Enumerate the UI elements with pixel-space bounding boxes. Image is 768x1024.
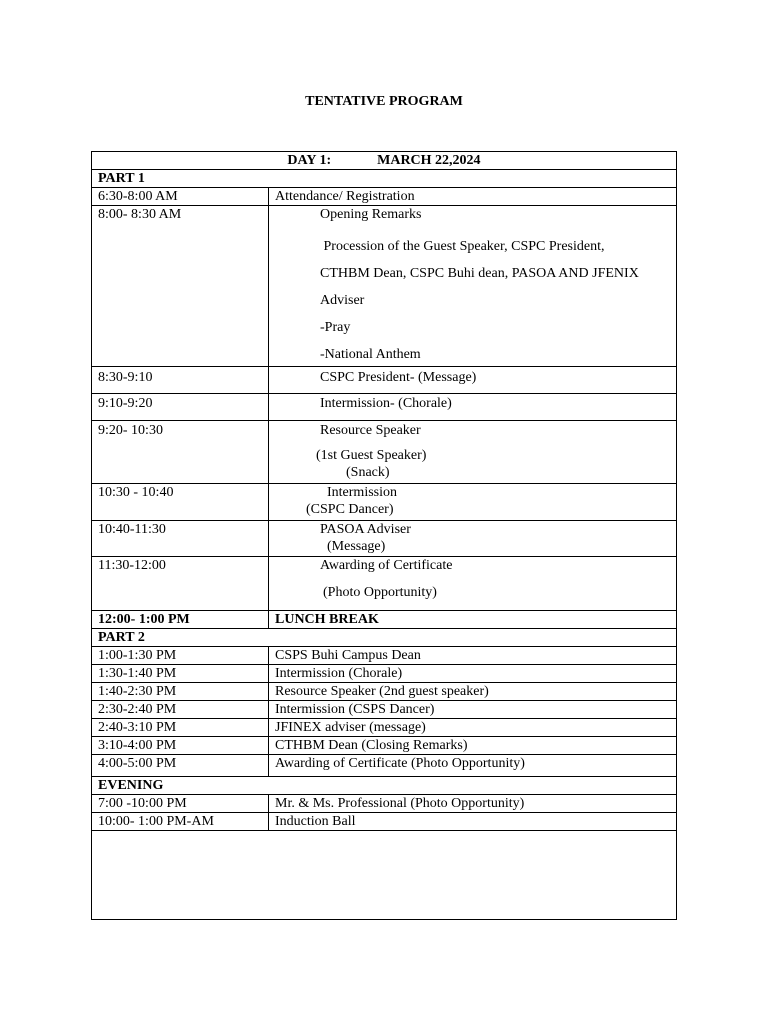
section-label: EVENING bbox=[98, 778, 164, 793]
time-cell: 8:00- 8:30 AM bbox=[92, 206, 269, 366]
activity-cell: Attendance/ Registration bbox=[275, 189, 415, 204]
table-row bbox=[92, 187, 676, 205]
section-row-part1 bbox=[92, 169, 676, 187]
table-row bbox=[92, 556, 676, 610]
time-cell: 10:00- 1:00 PM-AM bbox=[92, 813, 269, 830]
empty-row bbox=[92, 830, 676, 919]
table-row bbox=[92, 754, 676, 776]
activity-cell: Intermission (Chorale) bbox=[275, 666, 403, 681]
section-row-part2 bbox=[92, 628, 676, 646]
table-row bbox=[92, 812, 676, 830]
activity-cell: CSPS Buhi Campus Dean bbox=[275, 648, 421, 663]
activity-cell: Induction Ball bbox=[275, 814, 356, 829]
activity-line: Opening Remarks bbox=[320, 207, 422, 222]
activity-line: (Photo Opportunity) bbox=[323, 585, 437, 600]
activity-cell: Mr. & Ms. Professional (Photo Opportunity) bbox=[275, 796, 525, 811]
activity-line: Awarding of Certificate bbox=[320, 558, 453, 573]
activity-cell bbox=[269, 521, 676, 556]
table-row bbox=[92, 205, 676, 366]
activity-line: PASOA Adviser bbox=[320, 522, 411, 537]
table-row bbox=[92, 736, 676, 754]
activity-cell bbox=[269, 484, 676, 520]
time-cell: 8:30-9:10 bbox=[92, 367, 269, 393]
activity-cell: Intermission- (Chorale) bbox=[320, 396, 452, 411]
day-date: MARCH 22,2024 bbox=[377, 153, 481, 168]
day-header-row bbox=[92, 152, 676, 169]
program-table bbox=[91, 151, 677, 920]
section-label: PART 2 bbox=[98, 630, 145, 645]
time-cell: 3:10-4:00 PM bbox=[92, 737, 269, 754]
table-row bbox=[92, 700, 676, 718]
table-row bbox=[92, 664, 676, 682]
table-row bbox=[92, 483, 676, 520]
activity-line: Procession of the Guest Speaker, CSPC President, bbox=[320, 239, 605, 254]
activity-cell: Intermission (CSPS Dancer) bbox=[275, 702, 435, 717]
time-cell: 1:40-2:30 PM bbox=[92, 683, 269, 700]
time-cell: 11:30-12:00 bbox=[92, 557, 269, 610]
time-cell: 6:30-8:00 AM bbox=[92, 188, 269, 205]
time-cell: 10:30 - 10:40 bbox=[92, 484, 269, 520]
activity-cell bbox=[269, 421, 676, 483]
activity-line: Adviser bbox=[320, 293, 365, 308]
table-row bbox=[92, 393, 676, 420]
time-cell: 9:10-9:20 bbox=[92, 394, 269, 420]
time-cell: 4:00-5:00 PM bbox=[92, 755, 269, 776]
activity-cell: Awarding of Certificate (Photo Opportunity) bbox=[275, 756, 525, 771]
time-cell: 10:40-11:30 bbox=[92, 521, 269, 556]
table-row bbox=[92, 420, 676, 483]
activity-cell bbox=[269, 206, 676, 366]
activity-line: -Pray bbox=[320, 320, 351, 335]
time-cell: 2:30-2:40 PM bbox=[92, 701, 269, 718]
activity-line: (1st Guest Speaker) bbox=[316, 448, 427, 463]
page-title: TENTATIVE PROGRAM bbox=[305, 94, 463, 109]
time-cell: 1:30-1:40 PM bbox=[92, 665, 269, 682]
table-row bbox=[92, 366, 676, 393]
activity-line: Intermission bbox=[327, 485, 397, 500]
time-cell: 9:20- 10:30 bbox=[92, 421, 269, 483]
activity-line: Resource Speaker bbox=[320, 423, 421, 438]
table-row bbox=[92, 718, 676, 736]
table-row bbox=[92, 682, 676, 700]
activity-line: (Message) bbox=[327, 539, 386, 554]
activity-cell: Resource Speaker (2nd guest speaker) bbox=[275, 684, 489, 699]
time-cell: 12:00- 1:00 PM bbox=[92, 611, 269, 628]
activity-line: (Snack) bbox=[346, 465, 390, 480]
activity-cell: CTHBM Dean (Closing Remarks) bbox=[275, 738, 468, 753]
day-label: DAY 1: bbox=[287, 153, 332, 168]
table-row bbox=[92, 520, 676, 556]
activity-cell bbox=[269, 557, 676, 610]
time-cell: 2:40-3:10 PM bbox=[92, 719, 269, 736]
table-row bbox=[92, 794, 676, 812]
section-row-evening bbox=[92, 776, 676, 794]
time-cell: 7:00 -10:00 PM bbox=[92, 795, 269, 812]
activity-cell: LUNCH BREAK bbox=[275, 612, 379, 627]
table-row bbox=[92, 646, 676, 664]
section-label: PART 1 bbox=[98, 171, 145, 186]
activity-cell: CSPC President- (Message) bbox=[320, 370, 477, 385]
activity-line: (CSPC Dancer) bbox=[306, 502, 394, 517]
activity-line: CTHBM Dean, CSPC Buhi dean, PASOA AND JFENIX bbox=[320, 266, 639, 281]
time-cell: 1:00-1:30 PM bbox=[92, 647, 269, 664]
table-row bbox=[92, 610, 676, 628]
activity-cell: JFINEX adviser (message) bbox=[275, 720, 426, 735]
activity-line: -National Anthem bbox=[320, 347, 421, 362]
